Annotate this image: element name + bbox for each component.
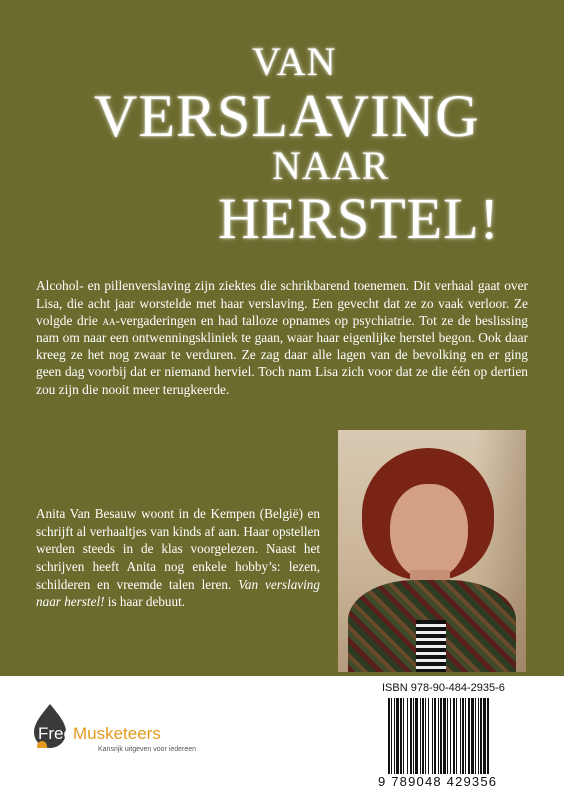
barcode-bar (460, 698, 461, 774)
barcode-bar (410, 698, 412, 774)
barcode-bar (396, 698, 399, 774)
isbn-label: ISBN 978-90-484-2935-6 (382, 682, 505, 694)
barcode-bar (456, 698, 457, 774)
barcode-bar (394, 698, 395, 774)
barcode-bar (391, 698, 392, 774)
publisher-tagline: Kansrijk uitgeven voor iedereen (98, 746, 197, 753)
barcode-bar (480, 698, 482, 774)
barcode-bar (434, 698, 436, 774)
publisher-free: Free (38, 724, 73, 743)
barcode-bar (400, 698, 402, 774)
barcode-area (378, 682, 538, 792)
publisher-logo (34, 704, 234, 774)
barcode-bar (443, 698, 446, 774)
barcode-bar (450, 698, 451, 774)
barcode-bar (428, 698, 429, 774)
title-line-2: VERSLAVING (94, 83, 480, 149)
barcode-bar (403, 698, 404, 774)
title-line-4: HERSTEL! (218, 186, 500, 251)
barcode-bar (468, 698, 470, 774)
barcode-bar (440, 698, 442, 774)
barcode-bar (471, 698, 474, 774)
barcode-bar (465, 698, 466, 774)
bio-book-title: Van verslaving naar herstel! (36, 576, 320, 610)
author-photo (338, 430, 526, 672)
barcode-bar (483, 698, 486, 774)
barcode-bar (478, 698, 479, 774)
barcode-bar (447, 698, 448, 774)
blurb-text (36, 277, 528, 397)
blurb-part-1: Alcohol- en pillenverslaving zijn ziektes die schrikbarend toenemen. Dit verhaal gaat over Lisa, die acht jaar worstelde met haar verslaving. Een gevecht dat ze zo vaak verloor. Ze volgde drie (36, 278, 528, 328)
bio-suffix: is haar debuut. (104, 594, 186, 610)
barcode-bar (422, 698, 424, 774)
title-line-1: VAN (252, 39, 337, 84)
blurb-part-2: -vergaderingen en had talloze opnames op psychiatrie. Tot ze de beslissing nam om naar een ontwenningskliniek te gaan, waar haar eigenlijke herstel begon. Ook daar kreeg ze het nog zwaar te verduren. Ze zag daar alle lagen van de bevolking en er ging geen dag voorbij dat er niemand herviel. Toch nam Lisa zich voor dat ze die één op dertien zou zijn die nooit meer terugkeerde. (36, 312, 528, 397)
barcode-bar (487, 698, 489, 774)
barcode-bar (420, 698, 421, 774)
publisher-name (38, 724, 161, 744)
barcode (386, 698, 534, 774)
barcode-bar (413, 698, 414, 774)
barcode-bar (475, 698, 476, 774)
barcode-bar (432, 698, 433, 774)
publisher-musketeers: Musketeers (72, 724, 161, 743)
blurb-aa: aa (102, 312, 116, 328)
barcode-bar (388, 698, 390, 774)
barcode-bar (425, 698, 426, 774)
author-bio (36, 505, 320, 611)
barcode-bar (453, 698, 455, 774)
barcode-bar (415, 698, 418, 774)
title-line-3: NAAR (272, 143, 390, 188)
barcode-bar (407, 698, 408, 774)
barcode-number: 9 789048 429356 (378, 774, 498, 789)
bio-text: Anita Van Besauw woont in de Kempen (België) en schrijft al verhaaltjes van kinds af aan. Haar opstellen werden steeds in de klas voorgelezen. Naast het schrijven heeft Anita nog enkele hobby’s: lezen, schilderen en vreemde talen leren. (36, 506, 320, 592)
barcode-bar (462, 698, 464, 774)
barcode-bar (438, 698, 439, 774)
